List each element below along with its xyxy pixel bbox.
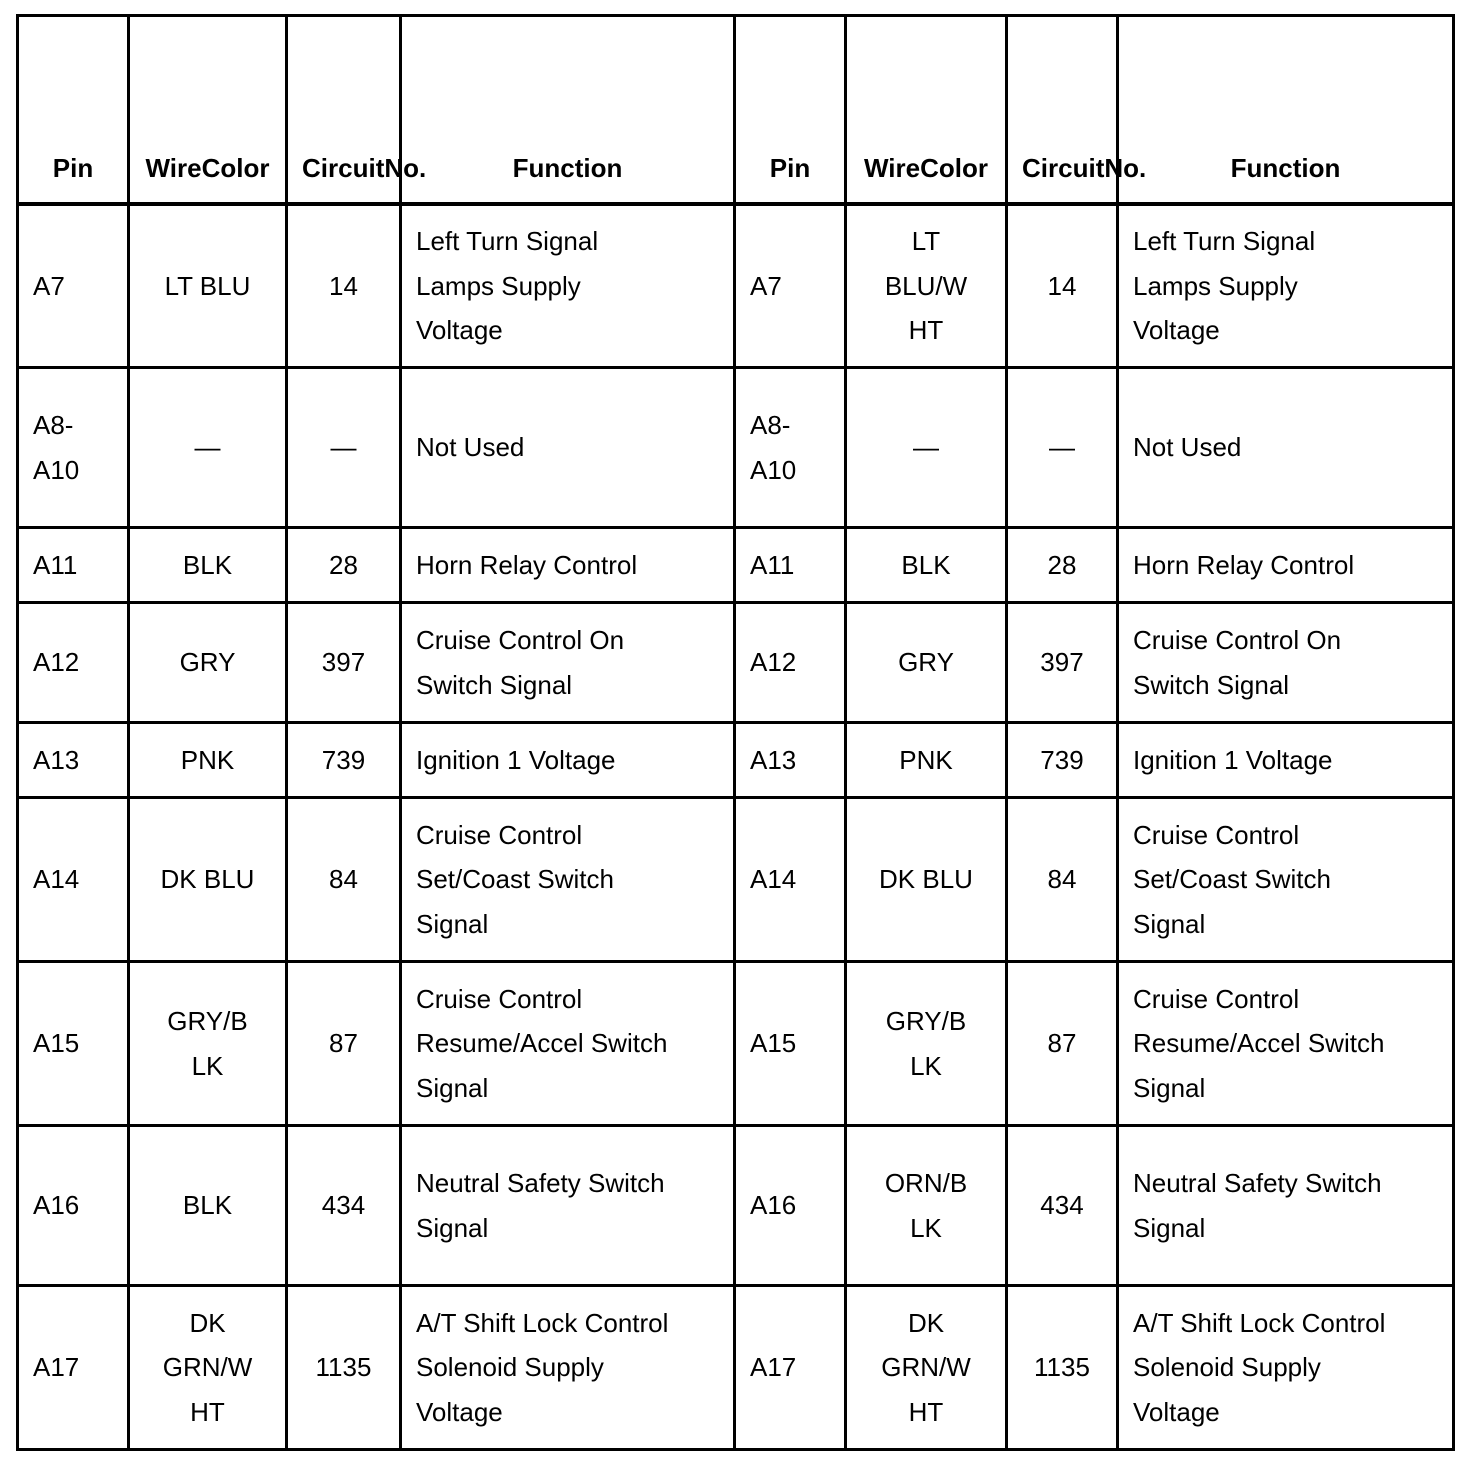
- cell-line: 1135: [1034, 1352, 1090, 1383]
- header-pin-left: [18, 16, 129, 204]
- cell-line: PNK: [180, 744, 235, 775]
- cell-line: No.: [1104, 152, 1147, 183]
- pin-cell-right: [735, 204, 846, 368]
- pin-cell-left: [18, 962, 129, 1126]
- cell-line: Solenoid Supply: [1133, 1352, 1321, 1383]
- cell-line: DK BLU: [160, 864, 255, 895]
- cell-line: Not Used: [416, 432, 525, 463]
- wire-color-cell-left: [129, 603, 287, 723]
- wire-color-cell-left: [129, 368, 287, 528]
- cell-line: Switch Signal: [1133, 669, 1290, 700]
- cell-line: —: [330, 432, 357, 463]
- cell-line: Ignition 1 Voltage: [416, 744, 616, 775]
- header-circuit-no-left: [287, 16, 427, 204]
- cell-line: Set/Coast Switch: [416, 864, 614, 895]
- cell-line: Pin: [769, 152, 811, 183]
- function-cell-left: [401, 528, 735, 603]
- cell-line: Cruise Control: [416, 983, 583, 1014]
- pin-cell-right: [735, 1126, 846, 1286]
- cell-line: A11: [33, 549, 78, 580]
- circuit-no-cell-right: [1007, 204, 1118, 368]
- cell-line: HT: [190, 1396, 225, 1427]
- header-function-left: [401, 16, 735, 204]
- function-cell-right: [1118, 1126, 1454, 1286]
- wire-color-cell-left: [129, 962, 287, 1126]
- cell-line: BLK: [182, 549, 233, 580]
- cell-line: A7: [33, 270, 65, 301]
- cell-line: Horn Relay Control: [1133, 549, 1355, 580]
- table-body: [18, 204, 1454, 1450]
- cell-line: A17: [33, 1352, 80, 1383]
- cell-line: BLK: [901, 549, 951, 580]
- cell-line: Function: [512, 152, 623, 183]
- cell-line: LK: [191, 1050, 224, 1081]
- cell-line: Wire: [863, 152, 921, 183]
- function-cell-right: [1118, 1286, 1454, 1450]
- cell-line: A13: [33, 744, 80, 775]
- cell-line: 739: [1040, 744, 1084, 775]
- cell-line: A10: [750, 454, 797, 485]
- wire-color-cell-right: [846, 204, 1007, 368]
- cell-line: A17: [750, 1352, 797, 1383]
- cell-line: 14: [1047, 270, 1077, 301]
- wire-color-cell-right: [846, 798, 1007, 962]
- cell-line: Horn Relay Control: [416, 549, 638, 580]
- pin-cell-right: [735, 368, 846, 528]
- pin-cell-right: [735, 798, 846, 962]
- cell-line: Wire: [145, 152, 202, 183]
- cell-line: A8-: [750, 410, 791, 440]
- cell-line: Cruise Control: [1133, 819, 1300, 850]
- function-cell-right: [1118, 723, 1454, 798]
- circuit-no-cell-left: [287, 603, 401, 723]
- table-row: [18, 1126, 1454, 1286]
- circuit-no-cell-right: [1007, 798, 1118, 962]
- table-row: [18, 798, 1454, 962]
- cell-line: GRY/B: [885, 1006, 967, 1036]
- cell-line: 739: [321, 744, 366, 775]
- wire-color-cell-left: [129, 528, 287, 603]
- cell-line: A8-: [33, 410, 74, 440]
- cell-line: Lamps Supply: [416, 270, 581, 301]
- cell-line: A/T Shift Lock Control: [1133, 1307, 1386, 1338]
- cell-line: A/T Shift Lock Control: [416, 1307, 669, 1338]
- table-row: [18, 723, 1454, 798]
- cell-line: 434: [1040, 1190, 1084, 1221]
- cell-line: No.: [384, 152, 427, 183]
- header-row: [18, 16, 1454, 204]
- circuit-no-cell-right: [1007, 368, 1118, 528]
- cell-line: Switch Signal: [416, 669, 573, 700]
- function-cell-left: [401, 1126, 735, 1286]
- wire-color-cell-left: [129, 723, 287, 798]
- cell-line: A11: [750, 549, 795, 580]
- cell-line: 397: [1040, 647, 1084, 678]
- cell-line: LK: [910, 1050, 942, 1081]
- circuit-no-cell-left: [287, 1126, 401, 1286]
- circuit-no-cell-left: [287, 962, 401, 1126]
- header-circuit-no-right: [1007, 16, 1147, 204]
- cell-line: Voltage: [1133, 1396, 1220, 1427]
- cell-line: Neutral Safety Switch: [1133, 1168, 1382, 1198]
- cell-line: 14: [329, 270, 358, 301]
- circuit-no-cell-right: [1007, 962, 1118, 1126]
- cell-line: Cruise Control: [1133, 983, 1300, 1014]
- cell-line: Signal: [1133, 1072, 1206, 1103]
- pin-cell-left: [18, 723, 129, 798]
- cell-line: ORN/B: [884, 1168, 968, 1198]
- circuit-no-cell-left: [287, 798, 401, 962]
- wire-color-cell-right: [846, 603, 1007, 723]
- circuit-no-cell-right: [1007, 528, 1118, 603]
- cell-line: cuit: [1058, 152, 1105, 183]
- cell-line: —: [194, 432, 221, 463]
- cell-line: Color: [920, 152, 988, 183]
- table-row: [18, 1286, 1454, 1450]
- cell-line: Lamps Supply: [1133, 270, 1298, 301]
- cell-line: —: [913, 432, 939, 463]
- pin-cell-left: [18, 798, 129, 962]
- connector-pinout-table: [16, 14, 1455, 1451]
- cell-line: BLU/W: [884, 270, 968, 301]
- cell-line: HT: [908, 1396, 944, 1427]
- cell-line: 1135: [315, 1352, 372, 1383]
- cell-line: HT: [908, 315, 944, 345]
- circuit-no-cell-left: [287, 204, 401, 368]
- function-cell-right: [1118, 368, 1454, 528]
- function-cell-left: [401, 603, 735, 723]
- circuit-no-cell-right: [1007, 1286, 1118, 1450]
- cell-line: Signal: [1133, 908, 1206, 939]
- cell-line: Voltage: [416, 315, 503, 345]
- cell-line: Left Turn Signal: [1133, 226, 1316, 256]
- cell-line: cuit: [338, 152, 385, 183]
- cell-line: Ignition 1 Voltage: [1133, 744, 1333, 775]
- cell-line: GRN/W: [881, 1352, 971, 1383]
- cell-line: Cruise Control: [416, 819, 583, 850]
- cell-line: 87: [329, 1028, 358, 1059]
- cell-line: DK: [907, 1307, 945, 1338]
- wire-color-cell-left: [129, 1126, 287, 1286]
- function-cell-left: [401, 1286, 735, 1450]
- pin-cell-left: [18, 204, 129, 368]
- cell-line: PNK: [899, 744, 953, 775]
- cell-line: Function: [1230, 152, 1341, 183]
- pin-cell-left: [18, 603, 129, 723]
- wire-color-cell-right: [846, 368, 1007, 528]
- cell-line: BLK: [182, 1190, 233, 1221]
- cell-line: LT: [911, 226, 941, 256]
- wire-color-cell-left: [129, 204, 287, 368]
- cell-line: 434: [321, 1190, 366, 1221]
- pin-cell-left: [18, 1126, 129, 1286]
- circuit-no-cell-right: [1007, 603, 1118, 723]
- wire-color-cell-right: [846, 528, 1007, 603]
- circuit-no-cell-right: [1007, 1126, 1118, 1286]
- pin-cell-left: [18, 1286, 129, 1450]
- function-cell-right: [1118, 603, 1454, 723]
- circuit-no-cell-left: [287, 528, 401, 603]
- cell-line: Neutral Safety Switch: [416, 1168, 665, 1198]
- cell-line: 28: [329, 549, 358, 580]
- cell-line: Cir: [302, 152, 339, 183]
- circuit-no-cell-left: [287, 723, 401, 798]
- cell-line: DK: [189, 1307, 226, 1338]
- pin-cell-right: [735, 723, 846, 798]
- cell-line: Signal: [1133, 1212, 1206, 1243]
- table-row: [18, 962, 1454, 1126]
- pin-cell-right: [735, 528, 846, 603]
- cell-line: Solenoid Supply: [416, 1352, 604, 1383]
- cell-line: 87: [1047, 1028, 1077, 1059]
- cell-line: DK BLU: [879, 864, 973, 895]
- cell-line: A7: [750, 270, 782, 301]
- cell-line: Not Used: [1133, 432, 1242, 463]
- cell-line: Cruise Control On: [416, 625, 625, 655]
- table-row: [18, 603, 1454, 723]
- function-cell-left: [401, 723, 735, 798]
- cell-line: Signal: [416, 908, 489, 939]
- function-cell-left: [401, 368, 735, 528]
- cell-line: 84: [329, 864, 358, 895]
- cell-line: GRY: [179, 647, 236, 678]
- header-wire-color-left: [129, 16, 287, 204]
- pin-cell-left: [18, 368, 129, 528]
- cell-line: Pin: [52, 152, 94, 183]
- wire-color-cell-right: [846, 962, 1007, 1126]
- cell-line: A15: [33, 1028, 80, 1059]
- header-wire-color-right: [846, 16, 1007, 204]
- pin-cell-right: [735, 1286, 846, 1450]
- pin-cell-right: [735, 962, 846, 1126]
- cell-line: Resume/Accel Switch: [1133, 1028, 1385, 1059]
- table-row: [18, 368, 1454, 528]
- cell-line: Set/Coast Switch: [1133, 864, 1331, 895]
- cell-line: GRY/B: [167, 1006, 248, 1036]
- cell-line: A16: [750, 1190, 797, 1221]
- function-cell-right: [1118, 798, 1454, 962]
- cell-line: A14: [750, 864, 797, 895]
- wire-color-cell-right: [846, 1286, 1007, 1450]
- cell-line: LT BLU: [164, 270, 251, 301]
- pin-cell-right: [735, 603, 846, 723]
- circuit-no-cell-right: [1007, 723, 1118, 798]
- circuit-no-cell-left: [287, 1286, 401, 1450]
- cell-line: 84: [1047, 864, 1077, 895]
- header-function-right: [1118, 16, 1454, 204]
- cell-line: —: [1049, 432, 1075, 463]
- table-row: [18, 528, 1454, 603]
- function-cell-left: [401, 798, 735, 962]
- function-cell-right: [1118, 528, 1454, 603]
- table-row: [18, 204, 1454, 368]
- cell-line: A12: [750, 647, 797, 678]
- cell-line: A14: [33, 864, 80, 895]
- cell-line: Voltage: [1133, 315, 1220, 345]
- function-cell-left: [401, 962, 735, 1126]
- cell-line: Left Turn Signal: [416, 226, 599, 256]
- wire-color-cell-right: [846, 1126, 1007, 1286]
- cell-line: A15: [750, 1028, 797, 1059]
- wire-color-cell-left: [129, 798, 287, 962]
- cell-line: Color: [201, 152, 270, 183]
- cell-line: Cir: [1022, 152, 1059, 183]
- cell-line: Voltage: [416, 1396, 503, 1427]
- pin-cell-left: [18, 528, 129, 603]
- cell-line: A10: [33, 454, 80, 485]
- cell-line: Signal: [416, 1212, 489, 1243]
- cell-line: A13: [750, 744, 797, 775]
- wire-color-cell-left: [129, 1286, 287, 1450]
- cell-line: A16: [33, 1190, 80, 1221]
- cell-line: Signal: [416, 1072, 489, 1103]
- cell-line: GRN/W: [162, 1352, 253, 1383]
- wire-color-cell-right: [846, 723, 1007, 798]
- cell-line: LK: [910, 1212, 942, 1243]
- function-cell-right: [1118, 962, 1454, 1126]
- cell-line: A12: [33, 647, 80, 678]
- cell-line: 28: [1047, 549, 1077, 580]
- cell-line: 397: [321, 647, 366, 678]
- cell-line: Resume/Accel Switch: [416, 1028, 668, 1059]
- function-cell-left: [401, 204, 735, 368]
- circuit-no-cell-left: [287, 368, 401, 528]
- header-pin-right: [735, 16, 846, 204]
- cell-line: GRY: [898, 647, 954, 678]
- function-cell-right: [1118, 204, 1454, 368]
- cell-line: Cruise Control On: [1133, 625, 1342, 655]
